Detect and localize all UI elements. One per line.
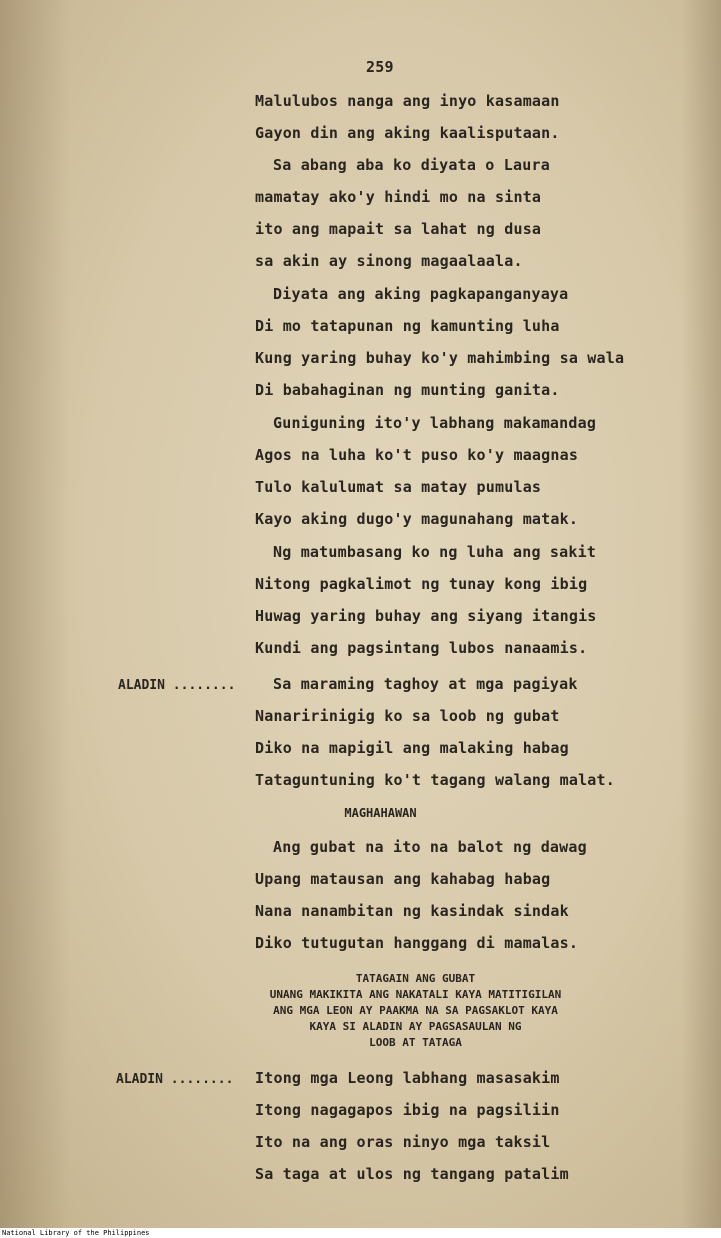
verse-line: Malulubos nanga ang inyo kasamaan bbox=[255, 92, 560, 110]
footer-credit: National Library of the Philippines bbox=[2, 1229, 150, 1237]
verse-line: sa akin ay sinong magaalaala. bbox=[255, 252, 523, 270]
verse-line: Ang gubat na ito na balot ng dawag bbox=[273, 838, 587, 856]
verse-line: Diko tutugutan hanggang di mamalas. bbox=[255, 934, 579, 952]
verse-line: Di mo tatapunan ng kamunting luha bbox=[255, 317, 560, 335]
verse-line: Tataguntuning ko't tagang walang malat. bbox=[255, 771, 615, 789]
verse-line: Di babahaginan ng munting ganita. bbox=[255, 381, 560, 399]
verse-line: Huwag yaring buhay ang siyang itangis bbox=[255, 607, 597, 625]
verse-line: Tulo kalulumat sa matay pumulas bbox=[255, 478, 542, 496]
speaker-label: ALADIN ........ bbox=[116, 1072, 234, 1087]
section-title: MAGHAHAWAN bbox=[344, 806, 417, 820]
verse-line: Agos na luha ko't puso ko'y maagnas bbox=[255, 446, 579, 464]
speaker-label: ALADIN ........ bbox=[118, 678, 236, 693]
verse-line: ito ang mapait sa lahat ng dusa bbox=[255, 220, 542, 238]
verse-line: Diko na mapigil ang malaking habag bbox=[255, 739, 569, 757]
verse-line: Diyata ang aking pagkapanganyaya bbox=[273, 285, 569, 303]
verse-line: mamatay ako'y hindi mo na sinta bbox=[255, 188, 542, 206]
verse-line: Kayo aking dugo'y magunahang matak. bbox=[255, 510, 579, 528]
verse-line: Sa abang aba ko diyata o Laura bbox=[273, 156, 550, 174]
verse-line: Ito na ang oras ninyo mga taksil bbox=[255, 1133, 551, 1151]
verse-line: Nanaririnigig ko sa loob ng gubat bbox=[255, 707, 560, 725]
verse-line: Gayon din ang aking kaalisputaan. bbox=[255, 124, 560, 142]
page-number: 259 bbox=[366, 58, 394, 76]
verse-line: Sa taga at ulos ng tangang patalim bbox=[255, 1165, 569, 1183]
verse-line: Upang matausan ang kahabag habag bbox=[255, 870, 551, 888]
verse-line: Itong nagagapos ibig na pagsiliin bbox=[255, 1101, 560, 1119]
verse-line: Itong mga Leong labhang masasakim bbox=[255, 1069, 560, 1087]
verse-line: Guniguning ito'y labhang makamandag bbox=[273, 414, 597, 432]
stage-direction-line: KAYA SI ALADIN AY PAGSASAULAN NG bbox=[309, 1020, 522, 1033]
verse-line: Sa maraming taghoy at mga pagiyak bbox=[273, 675, 578, 693]
verse-line: Kundi ang pagsintang lubos nanaamis. bbox=[255, 639, 588, 657]
stage-direction-line: UNANG MAKIKITA ANG NAKATALI KAYA MATITIGILAN bbox=[269, 988, 562, 1001]
verse-line: Nitong pagkalimot ng tunay kong ibig bbox=[255, 575, 588, 593]
stage-direction-line: TATAGAIN ANG GUBAT bbox=[355, 972, 476, 985]
verse-line: Nana nanambitan ng kasindak sindak bbox=[255, 902, 569, 920]
verse-line: Kung yaring buhay ko'y mahimbing sa wala bbox=[255, 349, 625, 367]
stage-direction-line: LOOB AT TATAGA bbox=[369, 1036, 462, 1049]
footer-bar bbox=[0, 1228, 721, 1238]
verse-line: Ng matumbasang ko ng luha ang sakit bbox=[273, 543, 597, 561]
stage-direction-line: ANG MGA LEON AY PAAKMA NA SA PAGSAKLOT KAYA bbox=[273, 1004, 558, 1017]
